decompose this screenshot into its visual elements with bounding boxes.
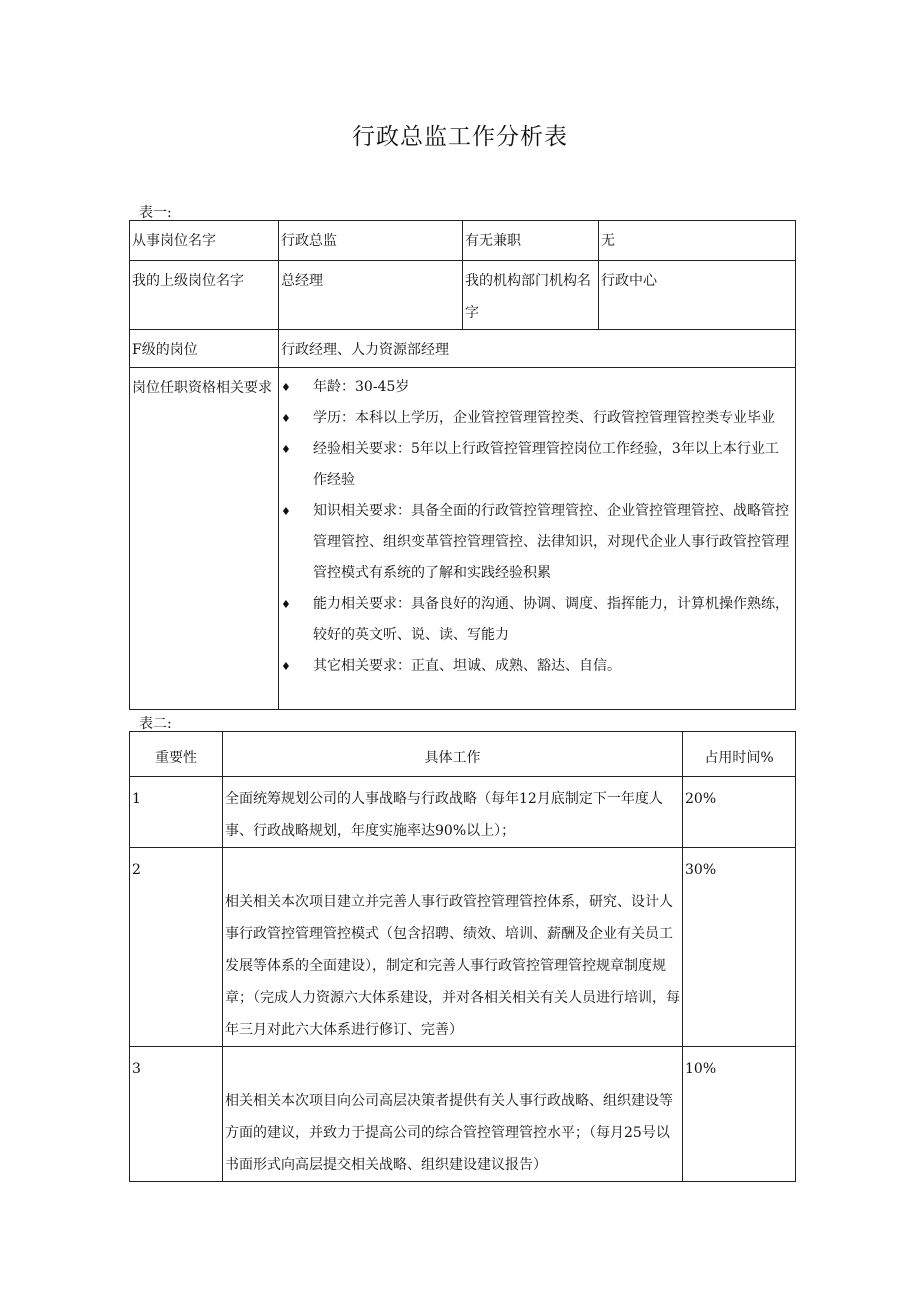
priority-cell: 1 xyxy=(130,777,223,848)
subordinate-label: F级的岗位 xyxy=(130,330,279,368)
requirement-text: 年龄：30-45岁 xyxy=(313,379,410,395)
list-item xyxy=(281,403,793,434)
table-row xyxy=(130,848,796,1047)
requirement-text: 能力相关要求：具备良好的沟通、协调、调度、指挥能力，计算机操作熟练，较好的英文听、说、读、写能力 xyxy=(313,596,789,643)
position-name-value: 行政总监 xyxy=(279,221,463,261)
diamond-bullet-icon: ♦ xyxy=(281,598,291,611)
requirement-text: 经验相关要求：5年以上行政管控管理管控岗位工作经验，3年以上本行业工作经验 xyxy=(313,441,779,488)
work-cell: 相关相关本次项目向公司高层决策者提供有关人事行政战略、组织建设等方面的建议，并致力于提高公司的综合管控管理管控水平；（每月25号以书面形式向高层提交相关战略、组织建设建议报告） xyxy=(223,1047,683,1182)
diamond-bullet-icon: ♦ xyxy=(281,443,291,456)
table-row xyxy=(130,221,796,261)
requirement-text: 其它相关要求：正直、坦诚、成熟、豁达、自信。 xyxy=(313,658,621,674)
list-item xyxy=(281,434,793,496)
list-item xyxy=(281,651,793,682)
list-item xyxy=(281,372,793,403)
diamond-bullet-icon: ♦ xyxy=(281,412,291,425)
work-table xyxy=(129,731,796,1182)
diamond-bullet-icon: ♦ xyxy=(281,660,291,673)
page-title: 行政总监工作分析表 xyxy=(352,124,568,150)
work-cell: 全面统筹规划公司的人事战略与行政战略（每年12月底制定下一年度人事、行政战略规划，年度实施率达90%以上）； xyxy=(223,777,683,848)
time-cell: 30% xyxy=(683,848,796,1047)
diamond-bullet-icon: ♦ xyxy=(281,505,291,518)
superior-label: 我的上级岗位名字 xyxy=(130,261,279,330)
requirements-cell xyxy=(279,368,796,710)
requirement-text: 学历：本科以上学历，企业管控管理管控类、行政管控管理管控类专业毕业 xyxy=(313,410,775,426)
table-row xyxy=(130,777,796,848)
parttime-label: 有无兼职 xyxy=(463,221,599,261)
table-row xyxy=(130,261,796,330)
requirement-text: 知识相关要求：具备全面的行政管控管理管控、企业管控管理管控、战略管控管理管控、组织变革管控管理管控、法律知识，对现代企业人事行政管控管理管控模式有系统的了解和实践经验积累 xyxy=(313,503,789,581)
table-row xyxy=(130,1047,796,1182)
qualification-label: 岗位任职资格相关要求 xyxy=(130,368,279,710)
superior-value: 总经理 xyxy=(279,261,463,330)
list-item xyxy=(281,496,793,589)
table-row xyxy=(130,368,796,710)
requirements-list xyxy=(281,372,793,682)
table2-label: 表二: xyxy=(139,716,172,732)
dept-value: 行政中心 xyxy=(599,261,796,330)
work-cell: 相关相关本次项目建立并完善人事行政管控管理管控体系，研究、设计人事行政管控管理管控模式（包含招聘、绩效、培训、薪酬及企业有关员工发展等体系的全面建设），制定和完善人事行政管控管理管控规章制度规章；（完成人力资源六大体系建设，并对各相关相关有关人员进行培训，每年三月对此六大体系进行修订、完善） xyxy=(223,848,683,1047)
list-item xyxy=(281,589,793,651)
parttime-value: 无 xyxy=(599,221,796,261)
time-cell: 20% xyxy=(683,777,796,848)
subordinate-value: 行政经理、人力资源部经理 xyxy=(279,330,796,368)
table1-label: 表一: xyxy=(139,205,172,221)
header-time: 占用时间% xyxy=(683,732,796,777)
table-header-row xyxy=(130,732,796,777)
position-name-label: 从事岗位名字 xyxy=(130,221,279,261)
priority-cell: 3 xyxy=(130,1047,223,1182)
header-priority: 重要性 xyxy=(130,732,223,777)
table-row xyxy=(130,330,796,368)
dept-label: 我的机构部门机构名字 xyxy=(463,261,599,330)
job-info-table xyxy=(129,220,796,710)
priority-cell: 2 xyxy=(130,848,223,1047)
diamond-bullet-icon: ♦ xyxy=(281,381,291,394)
header-work: 具体工作 xyxy=(223,732,683,777)
time-cell: 10% xyxy=(683,1047,796,1182)
